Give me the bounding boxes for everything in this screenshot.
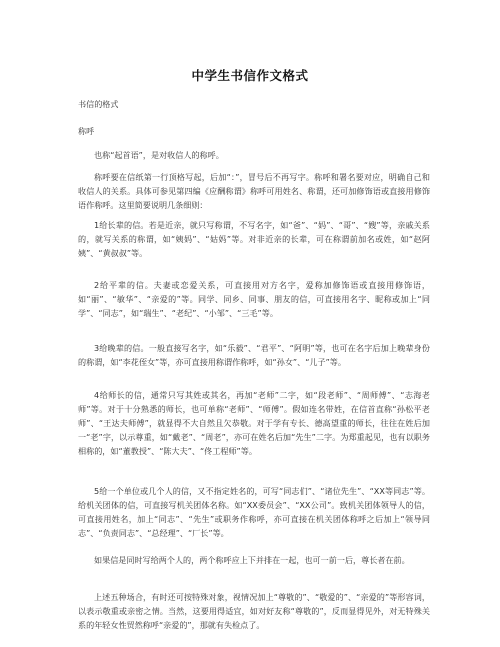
paragraph-heading: 书信的格式 bbox=[78, 99, 119, 109]
paragraph: 也称“起首语”，是对收信人的称呼。 bbox=[94, 150, 224, 160]
paragraph-subheading: 称呼 bbox=[78, 126, 95, 136]
paragraph: 称呼要在信纸第一行顶格写起，后加“：”，冒号后不再写字。称呼和署名要对应，明确自己和收信人的关系。具体可参见第四编《应酬称谓》称呼可用姓名、称谓，还可加修饰语或直接用修饰语作称呼。这里简要说明几条细则： bbox=[78, 172, 430, 210]
paragraph: 1给长辈的信。若是近亲，就只写称谓，不写名字，如“爸”、“妈”、“哥”、“嫂”等，亲戚关系的，就写关系的称谓，如“姨妈”、“姑妈”等。对非近亲的长辈，可在称谓前加名或姓，如“赵阿姨”、“黄叔叔”等。 bbox=[78, 220, 430, 258]
paragraph: 2给平辈的信。夫妻或恋爱关系，可直接用对方名字，爱称加修饰语或直接用修饰语，如“丽”、“敏华”、“亲爱的”等。同学、同乡、同事、朋友的信，可直接用名字、昵称或加上“同学”、“同志”，如“瑞生”、“老纪”、“小邹”、“三毛”等。 bbox=[78, 280, 430, 318]
paragraph: 3给晚辈的信。一般直接写名字，如“乐毅”、“君平”、“阿明”等，也可在名字后加上晚辈身份的称谓，如“李花侄女”等，亦可直接用称谓作称呼，如“孙女”、“儿子”等。 bbox=[78, 343, 430, 367]
paragraph: 如果信是同时写给两个人的，两个称呼应上下并排在一起，也可一前一后，尊长者在前。 bbox=[94, 555, 410, 565]
document-title: 中学生书信作文格式 bbox=[191, 68, 309, 83]
paragraph: 上述五种场合，有时还可按特殊对象，视情况加上“尊敬的”、“敬爱的”、“亲爱的”等形容词，以表示敬重或亲密之情。当然，这要用得适宜，如对好友称“尊敬的”，反而显得见外，对无特殊关系的年轻女性贸然称呼“亲爱的”，那就有失检点了。 bbox=[78, 592, 430, 630]
paragraph: 5给一个单位或几个人的信，又不指定姓名的，可写“同志们”、“诸位先生”、“XX等同志”等。给机关团体的信，可直接写机关团体名称。如“XX委员会”、“XX公司”。致机关团体领导人的信，可直接用姓名，加上“同志”、“先生”或职务作称呼，亦可直接在机关团体称呼之后加上“领导同志”、“负责同志”、“总经理”、“厂长”等。 bbox=[78, 486, 430, 538]
paragraph: 4给师长的信，通常只写其姓或其名，再加“老师”二字，如“段老师”、“周师傅”、“志海老师”等。对于十分熟悉的师长，也可单称“老师”、“师傅”。假如连名带姓，在信首直称“孙松平老师”、“王达夫师傅”，就显得不大自然且欠恭敬。对于学有专长、德高望重的师长，往往在姓后加一“老”字，以示尊重，如“戴老”、“周老”，亦可在姓名后加“先生”二字。为郑重起见，也有以职务相称的，如“董教授”、“陈大夫”、“佟工程师”等。 bbox=[78, 390, 430, 456]
